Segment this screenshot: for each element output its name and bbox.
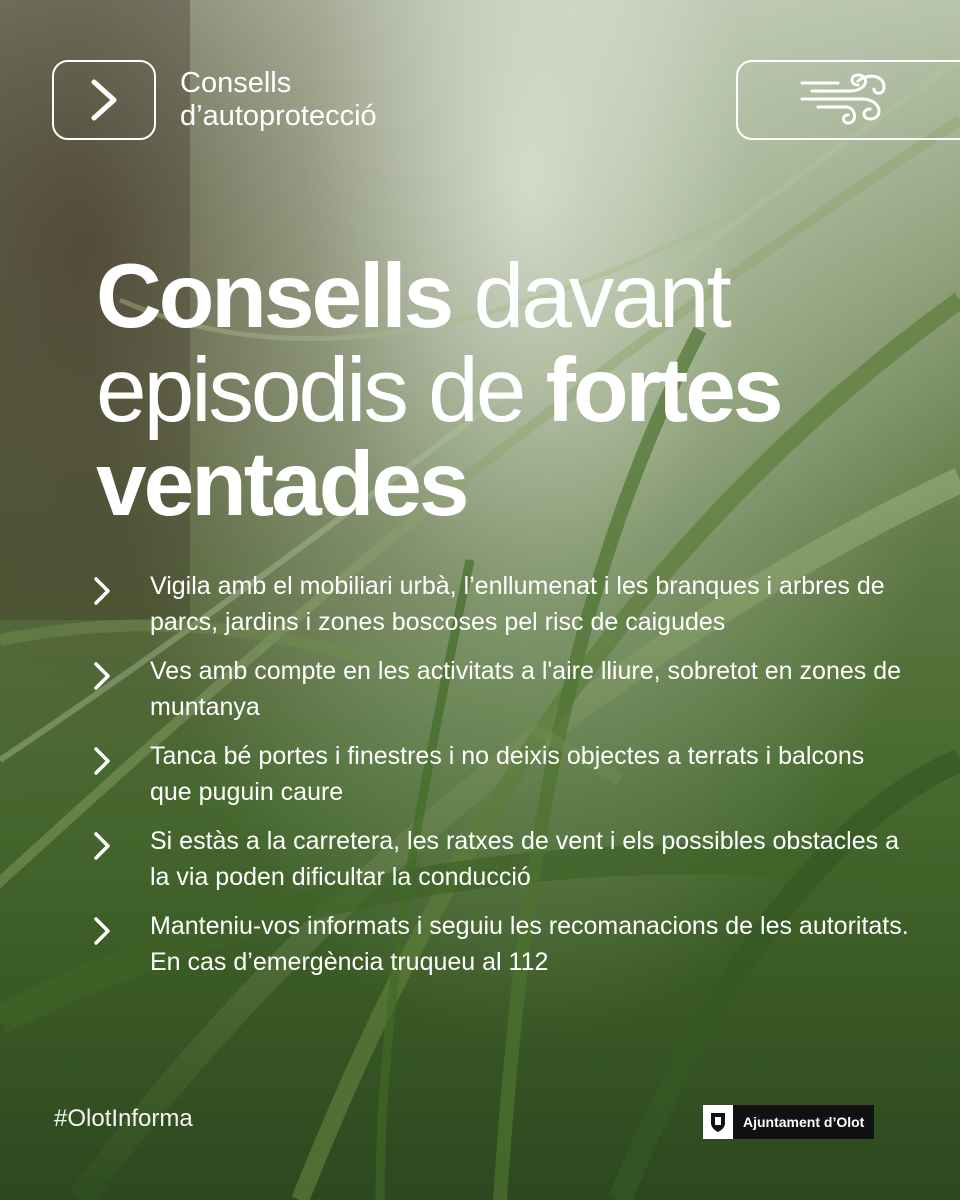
hashtag: #OlotInforma <box>54 1105 193 1132</box>
section-chevron-button <box>52 60 156 140</box>
title-word-consells: Consells <box>96 246 452 347</box>
title-word-ventades: ventades <box>96 434 467 535</box>
chevron-right-icon <box>92 568 150 611</box>
tip-text: Ves amb compte en les activitats a l'aire lliure, sobretot en zones de muntanya <box>150 657 902 721</box>
chevron-right-icon <box>92 823 150 866</box>
tip-text: Manteniu-vos informats i seguiu les recomanacions de les autoritats. En cas d’emergència truqueu al 112 <box>150 912 909 976</box>
tips-list <box>92 568 912 993</box>
wind-icon <box>798 69 890 131</box>
title-word-episodis: episodis de <box>96 340 546 441</box>
section-label <box>180 67 377 133</box>
section-label-line1: Consells <box>180 67 292 99</box>
list-item <box>92 738 912 810</box>
chevron-right-icon <box>87 78 121 122</box>
wind-badge <box>736 60 960 140</box>
ajuntament-logo <box>703 1105 874 1139</box>
tip-text: Si estàs a la carretera, les ratxes de vent i els possibles obstacles a la via poden dificultar la conducció <box>150 827 899 891</box>
logo-text: Ajuntament d’Olot <box>743 1114 865 1130</box>
chevron-right-icon <box>92 908 150 951</box>
list-item <box>92 653 912 725</box>
title-word-fortes: fortes <box>545 340 781 441</box>
section-header <box>52 60 377 140</box>
chevron-right-icon <box>92 738 150 781</box>
title-line2 <box>96 340 936 441</box>
title-line1 <box>96 246 936 347</box>
section-label-line2: d’autoprotecció <box>180 100 377 132</box>
list-item <box>92 568 912 640</box>
page-title <box>96 246 936 535</box>
coat-of-arms-icon <box>703 1105 733 1139</box>
title-line3 <box>96 434 936 535</box>
title-word-davant: davant <box>451 246 729 347</box>
tip-text: Tanca bé portes i finestres i no deixis objectes a terrats i balcons que puguin caure <box>150 742 865 806</box>
tip-text: Vigila amb el mobiliari urbà, l’enllumenat i les branques i arbres de parcs, jardins i zones boscoses pel risc de caigudes <box>150 572 885 636</box>
chevron-right-icon <box>92 653 150 696</box>
list-item <box>92 908 912 980</box>
list-item <box>92 823 912 895</box>
